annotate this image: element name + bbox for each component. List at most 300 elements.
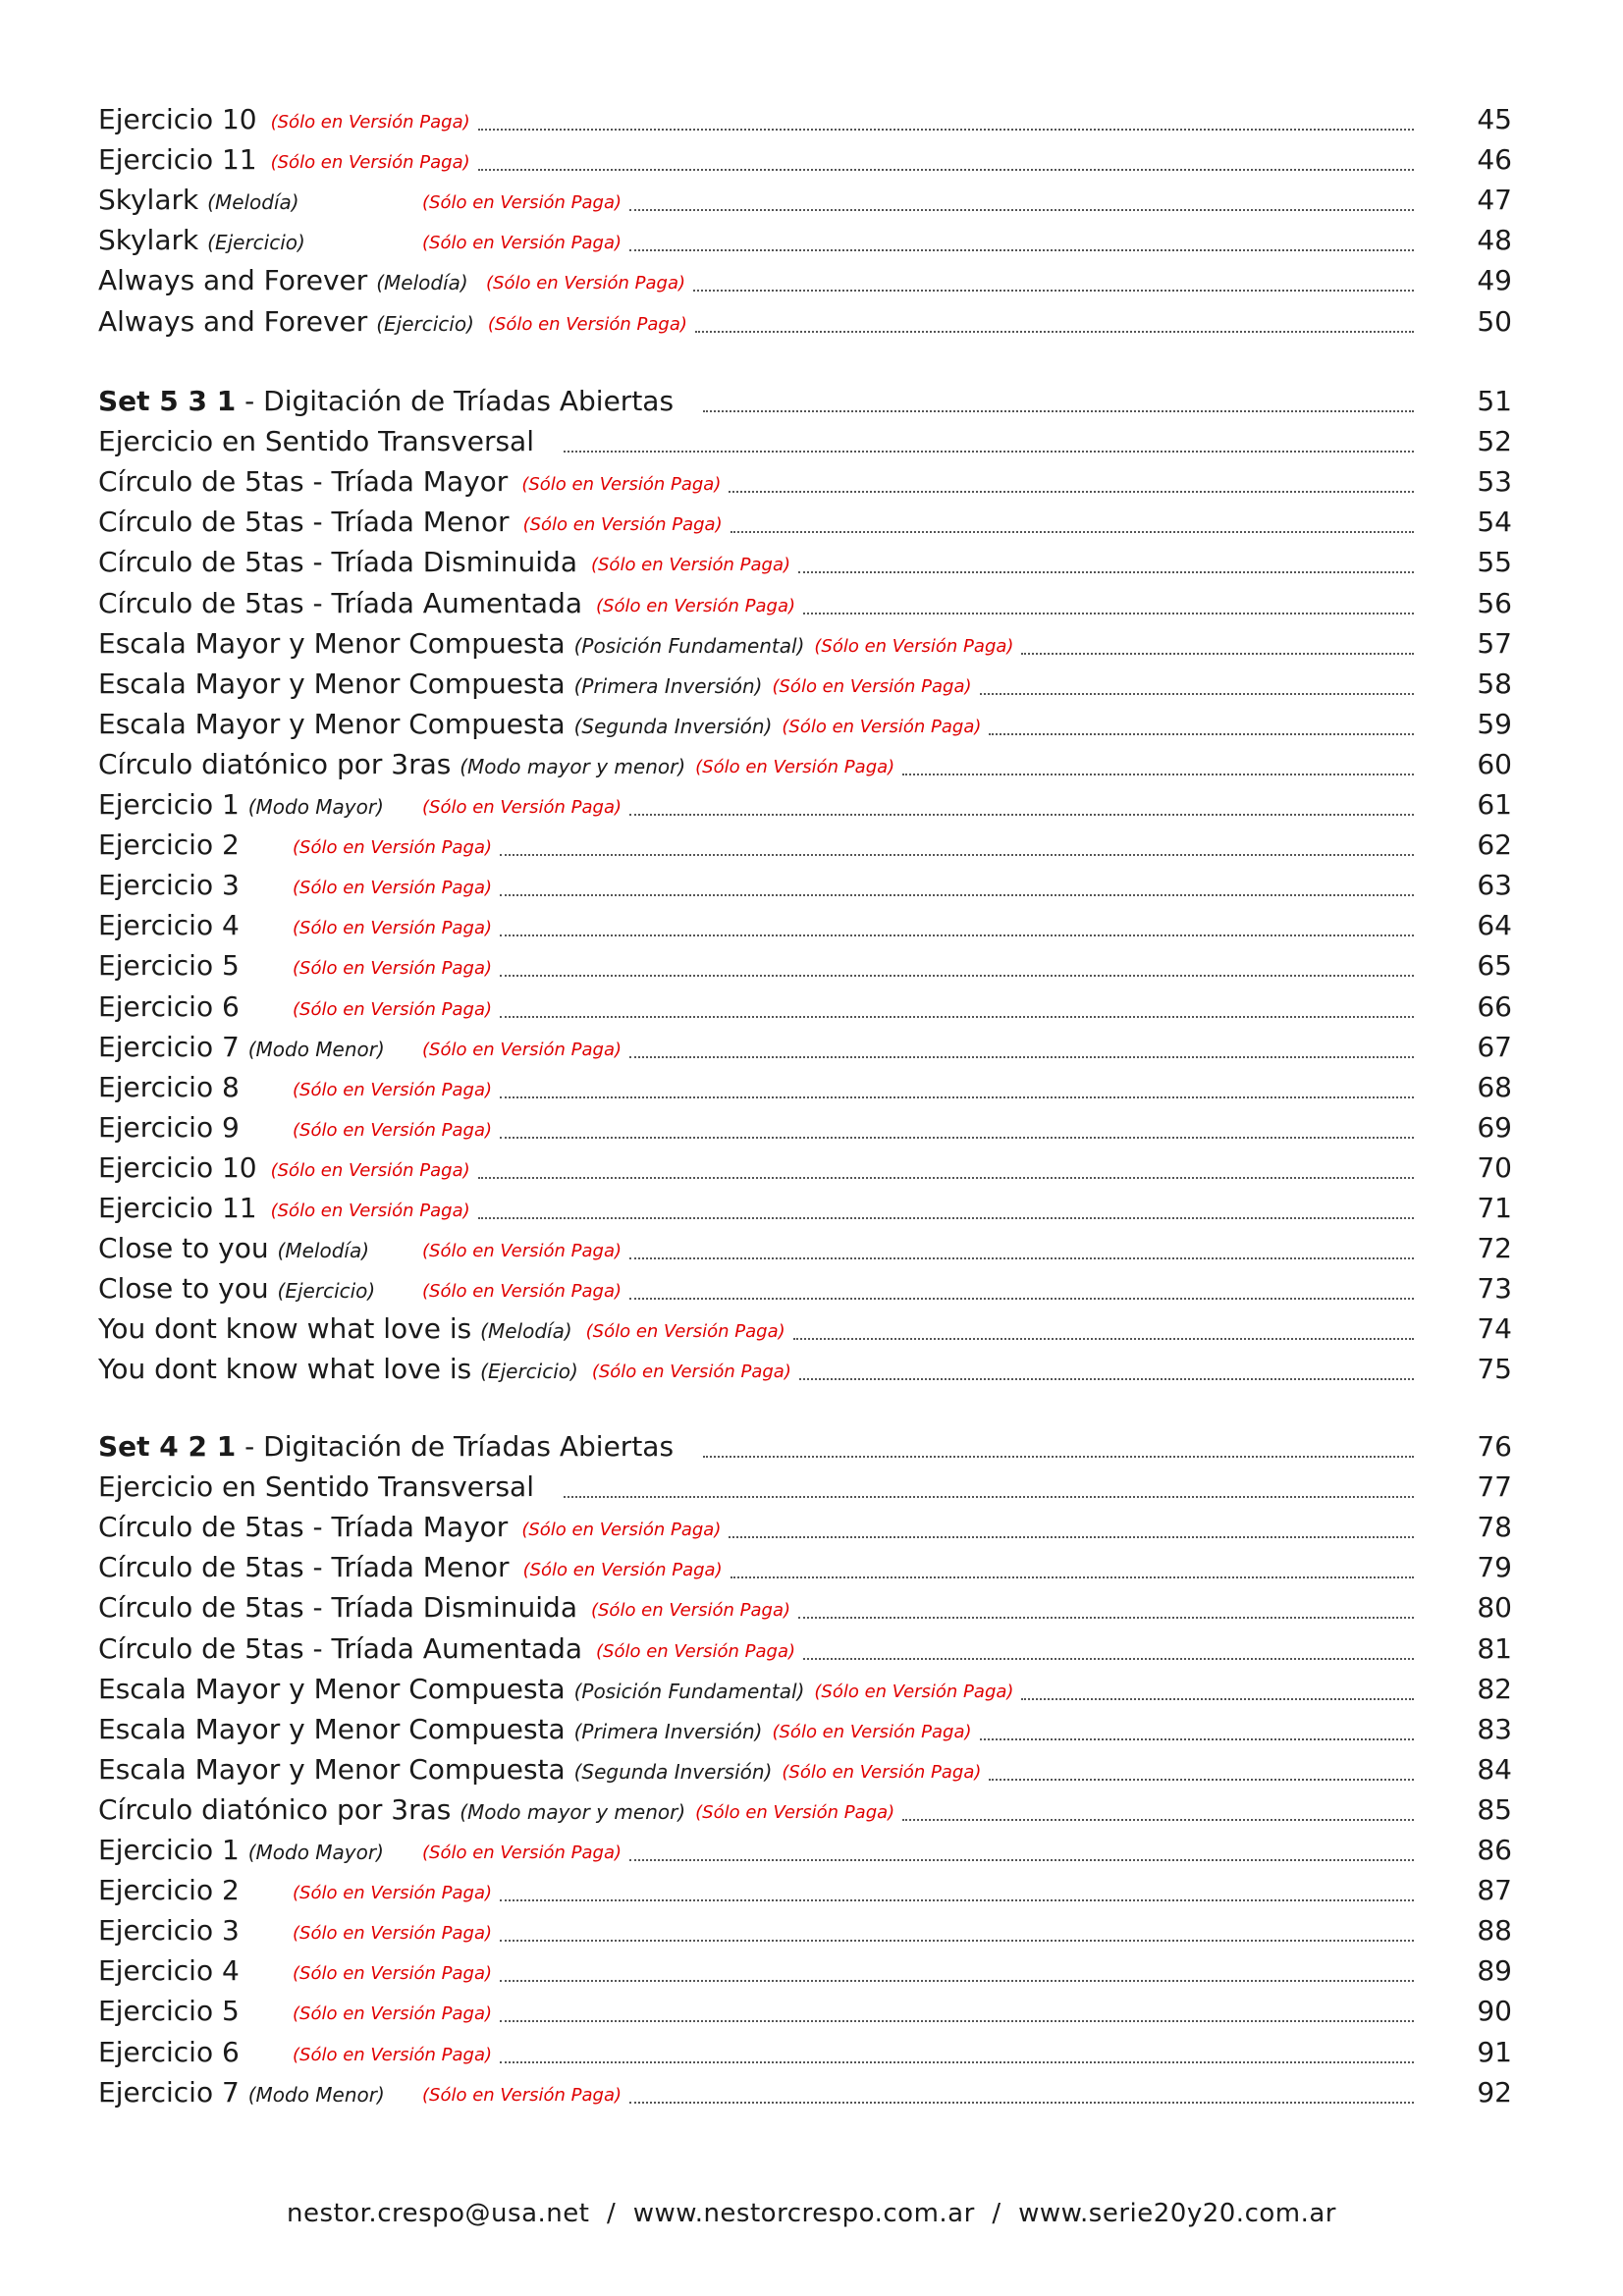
toc-entry[interactable] (98, 302, 1512, 342)
page-number: 48 (1477, 224, 1512, 257)
paid-version-note: (Sólo en Versión Paga) (422, 233, 622, 254)
entry-title-text: Ejercicio 1 (98, 1834, 240, 1866)
page-number: 74 (1477, 1312, 1512, 1346)
page-number: 70 (1477, 1150, 1512, 1184)
entry-title-text: Círculo de 5tas - Tríada Aumentada (98, 1631, 583, 1665)
toc-entry-title (98, 627, 804, 660)
toc-entry-title (98, 184, 299, 216)
paid-version-note: (Sólo en Versión Paga) (521, 1520, 722, 1541)
entry-note: (Posición Fundamental) (573, 633, 805, 658)
paid-version-note: (Sólo en Versión Paga) (521, 474, 722, 496)
toc-entry[interactable] (98, 624, 1512, 664)
entry-title-text: Ejercicio 11 (98, 1192, 257, 1224)
dot-leader (989, 1779, 1414, 1781)
entry-title-text: Escala Mayor y Menor Compuesta (98, 1712, 566, 1745)
page-number: 86 (1477, 1834, 1512, 1866)
paid-version-note: (Sólo en Versión Paga) (270, 112, 470, 133)
entry-note: (Modo Menor) (247, 1037, 385, 1061)
page-number: 63 (1477, 869, 1512, 902)
entry-note: (Segunda Inversión) (573, 1759, 773, 1784)
entry-note: (Primera Inversión) (573, 1719, 763, 1743)
entry-note: (Modo Menor) (247, 2082, 385, 2107)
entry-title-text: Círculo de 5tas - Tríada Aumentada (98, 586, 583, 619)
page-number: 87 (1477, 1874, 1512, 1907)
toc-entry-title (98, 1753, 772, 1786)
entry-title-text: Escala Mayor y Menor Compuesta (98, 1672, 566, 1705)
toc-entry-title (98, 2036, 240, 2068)
paid-version-note: (Sólo en Versión Paga) (293, 918, 493, 939)
paid-version-note: (Sólo en Versión Paga) (422, 192, 622, 214)
entry-title-text: You dont know what love is (98, 1312, 472, 1346)
dot-leader (500, 1096, 1414, 1098)
paid-version-note: (Sólo en Versión Paga) (522, 1560, 723, 1581)
toc-entry[interactable] (98, 1670, 1512, 1709)
paid-version-note: (Sólo en Versión Paga) (422, 2084, 622, 2106)
toc-entry[interactable] (98, 221, 1512, 260)
dot-leader (730, 1576, 1414, 1578)
toc-entry[interactable] (98, 866, 1512, 905)
dot-leader (500, 2020, 1414, 2022)
toc-entry[interactable] (98, 503, 1512, 542)
dot-leader (693, 290, 1414, 292)
toc-entry[interactable] (98, 906, 1512, 945)
dot-leader (989, 733, 1414, 735)
toc-entry[interactable] (98, 1629, 1512, 1669)
entry-note: (Ejercicio) (207, 231, 305, 255)
toc-entry[interactable] (98, 462, 1512, 502)
entry-note: (Modo mayor y menor) (460, 1799, 686, 1824)
entry-title-text: Ejercicio 7 (98, 2075, 240, 2109)
entry-title-text: Ejercicio 1 (98, 788, 240, 821)
entry-note: (Primera Inversión) (573, 673, 763, 698)
page-number: 51 (1477, 385, 1512, 417)
entry-title-text: Always and Forever (98, 304, 368, 338)
toc-entry-title (98, 1312, 572, 1345)
toc-entry-title (98, 1470, 534, 1503)
toc-entry-title (98, 1713, 762, 1745)
page-number: 91 (1477, 2035, 1512, 2068)
page-number: 54 (1477, 506, 1512, 539)
toc-entry-title (98, 828, 240, 861)
dot-leader (703, 1456, 1414, 1458)
entry-note: (Melodía) (480, 1319, 572, 1344)
paid-version-note: (Sólo en Versión Paga) (293, 878, 493, 899)
toc-entry[interactable] (98, 1790, 1512, 1830)
toc-entry-title (98, 224, 305, 256)
entry-title-text: Ejercicio 8 (98, 1070, 240, 1103)
toc-entry[interactable] (98, 2073, 1512, 2112)
entry-title-text: You dont know what love is (98, 1353, 472, 1386)
entry-title-text: Ejercicio 2 (98, 828, 240, 862)
entry-title-text: Ejercicio 2 (98, 1874, 240, 1907)
toc-entry-title (98, 1834, 384, 1866)
toc-entry[interactable] (98, 1710, 1512, 1749)
toc-entry[interactable] (98, 1309, 1512, 1349)
entry-title-text: Ejercicio 6 (98, 2035, 240, 2068)
entry-title-text: Círculo de 5tas - Tríada Disminuida (98, 546, 577, 579)
page-number: 72 (1477, 1232, 1512, 1265)
paid-version-note: (Sólo en Versión Paga) (293, 1119, 493, 1141)
toc-entry[interactable] (98, 100, 1512, 139)
entry-title-text: Ejercicio 3 (98, 1914, 240, 1948)
page-number: 47 (1477, 184, 1512, 217)
dot-leader (629, 1257, 1414, 1259)
entry-note: (Melodía) (277, 1239, 370, 1263)
paid-version-note: (Sólo en Versión Paga) (293, 1923, 493, 1945)
page-footer (0, 2199, 1623, 2228)
page-number: 75 (1477, 1353, 1512, 1386)
footer-website[interactable]: www.nestorcrespo.com.ar (632, 2199, 975, 2228)
toc-entry-title (98, 909, 240, 941)
footer-email[interactable]: nestor.crespo@usa.net (287, 2199, 590, 2228)
dot-leader (803, 1658, 1414, 1660)
entry-title-text: Escala Mayor y Menor Compuesta (98, 667, 566, 700)
toc-entry[interactable] (98, 1028, 1512, 1067)
toc-entry-title (98, 103, 257, 135)
page-number: 56 (1477, 586, 1512, 619)
toc-entry-title (98, 1874, 240, 1906)
paid-version-note: (Sólo en Versión Paga) (585, 1321, 785, 1343)
paid-version-note: (Sólo en Versión Paga) (814, 1681, 1014, 1702)
toc-entry[interactable] (98, 1269, 1512, 1308)
dot-leader (629, 1298, 1414, 1300)
paid-version-note: (Sólo en Versión Paga) (422, 1281, 622, 1303)
toc-entry[interactable] (98, 665, 1512, 704)
paid-version-note: (Sólo en Versión Paga) (596, 595, 796, 616)
toc-entry-title (98, 1031, 385, 1063)
paid-version-note: (Sólo en Versión Paga) (695, 756, 895, 777)
entry-title-text: Ejercicio 9 (98, 1110, 240, 1144)
dot-leader (729, 1536, 1414, 1538)
dot-leader (1021, 653, 1414, 655)
toc-entry[interactable] (98, 1350, 1512, 1389)
toc-entry-title (98, 667, 762, 700)
paid-version-note: (Sólo en Versión Paga) (422, 797, 622, 818)
toc-entry-title (98, 264, 468, 296)
entry-note: (Ejercicio) (376, 311, 474, 336)
toc-entry[interactable] (98, 181, 1512, 220)
toc-entry-title (98, 1673, 804, 1705)
page-number: 49 (1477, 264, 1512, 297)
toc-entry-title (98, 546, 577, 578)
toc-entry[interactable] (98, 1427, 1512, 1467)
toc-entry[interactable] (98, 2033, 1512, 2072)
toc-entry-title (98, 1071, 240, 1103)
toc-entry[interactable] (98, 1468, 1512, 1507)
toc-entry[interactable] (98, 1750, 1512, 1789)
entry-title-text: Círculo de 5tas - Tríada Menor (98, 1551, 510, 1584)
dot-leader (478, 169, 1414, 171)
dot-leader (478, 1217, 1414, 1219)
entry-title-text: - Digitación de Tríadas Abiertas (236, 1430, 675, 1463)
toc-entry-title (98, 1793, 685, 1826)
toc-entry[interactable] (98, 422, 1512, 461)
dot-leader (500, 1899, 1414, 1901)
toc-entry[interactable] (98, 140, 1512, 180)
dot-leader (500, 934, 1414, 936)
page-number: 46 (1477, 143, 1512, 177)
toc-entry[interactable] (98, 705, 1512, 744)
dot-leader (629, 249, 1414, 251)
page-number: 73 (1477, 1272, 1512, 1306)
toc-entry[interactable] (98, 785, 1512, 825)
entry-title-text: Ejercicio 3 (98, 869, 240, 902)
toc-entry[interactable] (98, 584, 1512, 623)
toc-entry-title (98, 465, 508, 498)
toc-entry-title (98, 506, 510, 538)
toc-entry[interactable] (98, 1508, 1512, 1547)
entry-title-text: Ejercicio 4 (98, 1954, 240, 1988)
toc-entry[interactable] (98, 1831, 1512, 1870)
paid-version-note: (Sólo en Versión Paga) (487, 313, 687, 335)
paid-version-note: (Sólo en Versión Paga) (590, 1600, 791, 1622)
entry-title-text: Ejercicio 10 (98, 1150, 257, 1184)
page-number: 81 (1477, 1631, 1512, 1665)
toc-entry-title (98, 1954, 240, 1987)
toc-entry[interactable] (98, 1992, 1512, 2031)
entry-title-text: Close to you (98, 1272, 269, 1306)
dot-leader (500, 2061, 1414, 2063)
page-number: 78 (1477, 1511, 1512, 1544)
dot-leader (703, 410, 1414, 412)
dot-leader (902, 774, 1414, 775)
dot-leader (798, 571, 1414, 573)
paid-version-note: (Sólo en Versión Paga) (695, 1801, 895, 1823)
dot-leader (629, 1056, 1414, 1058)
paid-version-note: (Sólo en Versión Paga) (422, 1842, 622, 1863)
toc-entry-title (98, 587, 582, 619)
entry-title-text: Círculo de 5tas - Tríada Mayor (98, 465, 509, 499)
paid-version-note: (Sólo en Versión Paga) (270, 1159, 470, 1181)
entry-title-text: Skylark (98, 184, 199, 217)
toc-entry[interactable] (98, 543, 1512, 582)
toc-entry-title (98, 869, 240, 901)
entry-title-text: Círculo de 5tas - Tríada Mayor (98, 1511, 509, 1544)
page-number: 90 (1477, 1995, 1512, 2028)
dot-leader (798, 1617, 1414, 1619)
dot-leader (629, 209, 1414, 211)
entry-title-text: Ejercicio 11 (98, 143, 257, 177)
entry-title-text: Skylark (98, 224, 199, 257)
paid-version-note: (Sólo en Versión Paga) (270, 1201, 470, 1221)
entry-note: (Modo Mayor) (247, 795, 384, 819)
page-number: 89 (1477, 1954, 1512, 1988)
dot-leader (500, 894, 1414, 896)
entry-note: (Ejercicio) (480, 1360, 578, 1384)
toc-entry-title (98, 2076, 385, 2109)
dot-leader (629, 2102, 1414, 2104)
toc-entry-title (98, 788, 384, 821)
toc-entry[interactable] (98, 946, 1512, 986)
paid-version-note: (Sólo en Versión Paga) (293, 958, 493, 980)
toc-entry-title (98, 305, 474, 338)
toc-entry-title (98, 949, 240, 982)
paid-version-note: (Sólo en Versión Paga) (486, 273, 686, 294)
toc-entry[interactable] (98, 1548, 1512, 1587)
dot-leader (564, 1496, 1414, 1498)
toc-entry[interactable] (98, 1911, 1512, 1950)
paid-version-note: (Sólo en Versión Paga) (772, 1721, 972, 1742)
page-number: 83 (1477, 1712, 1512, 1745)
toc-entry[interactable] (98, 988, 1512, 1027)
page-number: 77 (1477, 1470, 1512, 1504)
entry-title-text: Close to you (98, 1232, 269, 1265)
toc-entry[interactable] (98, 1148, 1512, 1188)
toc-entry-title (98, 385, 674, 417)
entry-title-text: Escala Mayor y Menor Compuesta (98, 1752, 566, 1786)
toc-entry-title (98, 1430, 674, 1463)
page-number: 68 (1477, 1070, 1512, 1103)
page-number: 50 (1477, 304, 1512, 338)
toc-entry-title (98, 990, 240, 1023)
entry-title-text: - Digitación de Tríadas Abiertas (236, 385, 675, 417)
page-number: 69 (1477, 1110, 1512, 1144)
entry-title-text: Ejercicio 6 (98, 989, 240, 1023)
paid-version-note: (Sólo en Versión Paga) (782, 716, 982, 737)
set-label: Set 5 3 1 (98, 385, 237, 417)
paid-version-note: (Sólo en Versión Paga) (596, 1640, 796, 1662)
toc-entry[interactable] (98, 1189, 1512, 1228)
toc-entry-title (98, 1995, 240, 2027)
paid-version-note: (Sólo en Versión Paga) (772, 675, 972, 697)
dot-leader (980, 1738, 1414, 1740)
entry-note: (Modo mayor y menor) (460, 754, 686, 778)
toc-entry-title (98, 1551, 510, 1583)
paid-version-note: (Sólo en Versión Paga) (814, 635, 1014, 657)
paid-version-note: (Sólo en Versión Paga) (782, 1761, 982, 1783)
page-number: 45 (1477, 103, 1512, 135)
entry-title-text: Escala Mayor y Menor Compuesta (98, 707, 566, 740)
entry-note: (Modo Mayor) (247, 1841, 384, 1864)
footer-separator: / (992, 2199, 1001, 2228)
entry-note: (Melodía) (376, 271, 468, 295)
entry-title-text: Ejercicio 4 (98, 909, 240, 942)
entry-title-text: Ejercicio en Sentido Transversal (98, 1470, 534, 1504)
toc-entry-title (98, 143, 257, 176)
toc-entry-title (98, 1353, 578, 1385)
dot-leader (564, 451, 1414, 453)
toc-entry[interactable] (98, 1871, 1512, 1910)
dot-leader (629, 814, 1414, 816)
paid-version-note: (Sólo en Versión Paga) (522, 514, 723, 536)
toc-entry-title (98, 1591, 577, 1624)
paid-version-note: (Sólo en Versión Paga) (270, 152, 470, 174)
toc-entry-title (98, 1272, 375, 1305)
toc-entry-title (98, 748, 685, 780)
set-label: Set 4 2 1 (98, 1430, 237, 1463)
page-number: 60 (1477, 747, 1512, 780)
page-number: 76 (1477, 1430, 1512, 1463)
toc-entry-title (98, 425, 534, 457)
page-number: 64 (1477, 909, 1512, 942)
page-number: 88 (1477, 1914, 1512, 1948)
dot-leader (730, 531, 1414, 533)
entry-title-text: Ejercicio 5 (98, 1995, 240, 2028)
toc-entry-title (98, 1151, 257, 1184)
paid-version-note: (Sólo en Versión Paga) (591, 1362, 791, 1383)
page-number: 62 (1477, 828, 1512, 862)
dot-leader (478, 1177, 1414, 1179)
entry-note: (Segunda Inversión) (573, 714, 773, 738)
toc-entry-title (98, 1192, 257, 1224)
page-number: 79 (1477, 1551, 1512, 1584)
dot-leader (1021, 1698, 1414, 1700)
dot-leader (803, 613, 1414, 614)
dot-leader (729, 491, 1414, 493)
toc-entry[interactable] (98, 261, 1512, 300)
dot-leader (500, 1940, 1414, 1942)
entry-title-text: Círculo de 5tas - Tríada Menor (98, 506, 510, 539)
page-number: 84 (1477, 1752, 1512, 1786)
entry-title-text: Ejercicio 10 (98, 103, 257, 135)
toc-entry[interactable] (98, 1588, 1512, 1628)
dot-leader (500, 854, 1414, 856)
toc-entry[interactable] (98, 826, 1512, 865)
dot-leader (478, 129, 1414, 131)
page-number: 82 (1477, 1672, 1512, 1705)
entry-title-text: Always and Forever (98, 264, 368, 297)
dot-leader (500, 1137, 1414, 1139)
paid-version-note: (Sólo en Versión Paga) (590, 555, 791, 576)
dot-leader (500, 1980, 1414, 1982)
page-number: 55 (1477, 546, 1512, 579)
dot-leader (902, 1819, 1414, 1821)
paid-version-note: (Sólo en Versión Paga) (293, 2044, 493, 2065)
toc-entry-title (98, 708, 772, 740)
page-number: 57 (1477, 626, 1512, 660)
toc-entry[interactable] (98, 1108, 1512, 1148)
toc-entry-title (98, 1232, 369, 1264)
paid-version-note: (Sólo en Versión Paga) (293, 1963, 493, 1985)
page-number: 85 (1477, 1792, 1512, 1826)
toc-entry[interactable] (98, 382, 1512, 421)
entry-note: (Ejercicio) (277, 1279, 376, 1304)
dot-leader (500, 975, 1414, 977)
footer-website[interactable]: www.serie20y20.com.ar (1018, 2199, 1336, 2228)
paid-version-note: (Sólo en Versión Paga) (293, 1079, 493, 1100)
page-number: 65 (1477, 949, 1512, 983)
entry-title-text: Círculo diatónico por 3ras (98, 1792, 452, 1826)
paid-version-note: (Sólo en Versión Paga) (293, 837, 493, 859)
toc-entry[interactable] (98, 1229, 1512, 1268)
entry-title-text: Círculo diatónico por 3ras (98, 747, 452, 780)
page-number: 52 (1477, 425, 1512, 458)
dot-leader (695, 331, 1414, 333)
dot-leader (799, 1378, 1414, 1380)
toc-entry-title (98, 1111, 240, 1144)
toc-entry[interactable] (98, 1951, 1512, 1991)
page-number: 71 (1477, 1192, 1512, 1224)
page-number: 58 (1477, 667, 1512, 700)
paid-version-note: (Sólo en Versión Paga) (422, 1241, 622, 1262)
page-number: 61 (1477, 788, 1512, 821)
dot-leader (500, 1016, 1414, 1018)
page-number: 59 (1477, 707, 1512, 740)
paid-version-note: (Sólo en Versión Paga) (293, 2003, 493, 2025)
page-number: 80 (1477, 1591, 1512, 1625)
page-number: 92 (1477, 2075, 1512, 2109)
toc-entry[interactable] (98, 1068, 1512, 1107)
paid-version-note: (Sólo en Versión Paga) (293, 1883, 493, 1904)
entry-title-text: Ejercicio 5 (98, 949, 240, 983)
dot-leader (793, 1338, 1414, 1340)
page-number: 67 (1477, 1030, 1512, 1063)
toc-entry-title (98, 1914, 240, 1947)
entry-note: (Posición Fundamental) (573, 1679, 805, 1703)
page-number: 53 (1477, 465, 1512, 499)
dot-leader (980, 693, 1414, 695)
toc-entry[interactable] (98, 745, 1512, 784)
